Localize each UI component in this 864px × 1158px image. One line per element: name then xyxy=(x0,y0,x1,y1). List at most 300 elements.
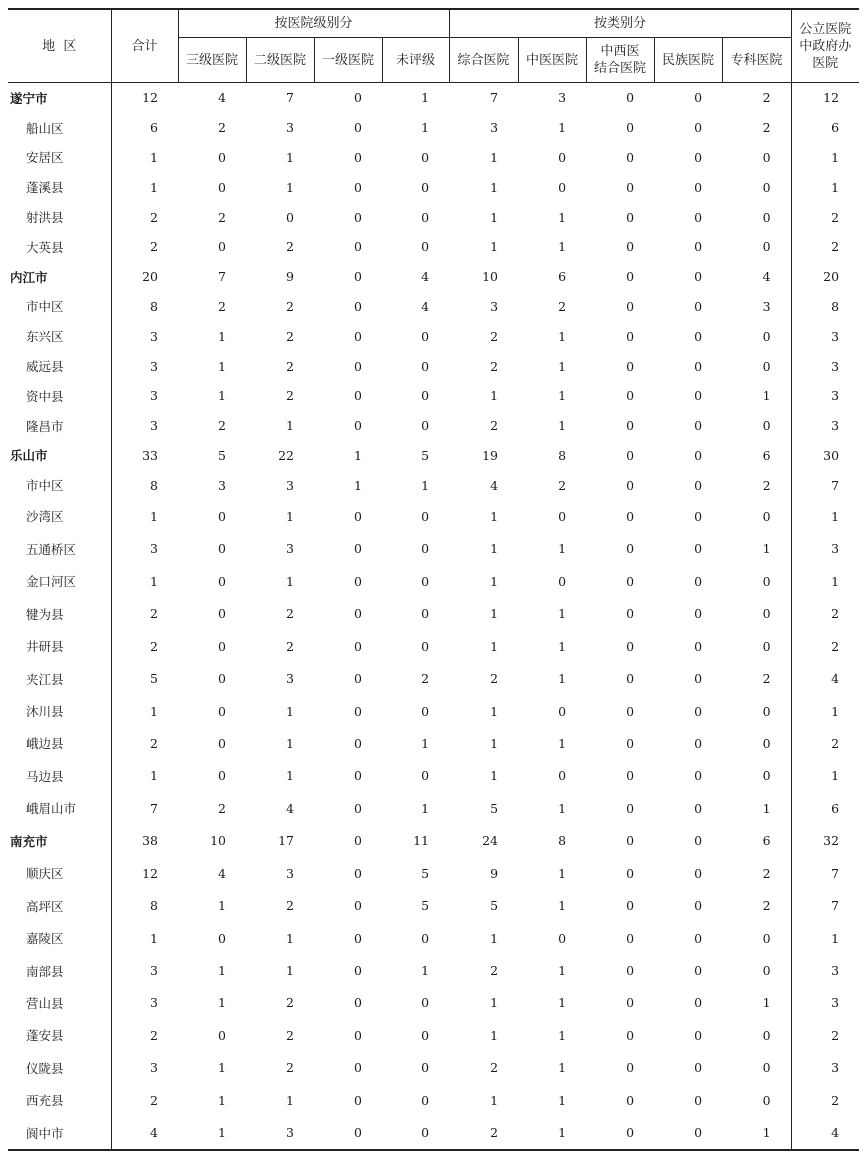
cell-value: 1 xyxy=(762,388,771,404)
by-type-group-header: 按类别分 xyxy=(449,9,791,38)
district-name: 威远县 xyxy=(26,359,64,375)
cell-value: 0 xyxy=(218,735,226,751)
cell-value: 3 xyxy=(111,381,178,411)
cell-value: 0 xyxy=(354,1125,362,1141)
cell-value: 4 xyxy=(421,298,430,314)
district-name: 资中县 xyxy=(26,388,64,404)
cell-value: 1 xyxy=(558,898,567,914)
cell-value: 1 xyxy=(286,768,294,784)
cell-value: 2 xyxy=(791,1019,859,1051)
cell-value: 0 xyxy=(286,209,294,225)
cell-value: 2 xyxy=(218,418,226,434)
cell-value: 1 xyxy=(490,768,499,784)
cell-value: 1 xyxy=(218,1092,226,1108)
cell-value: 2 xyxy=(286,358,294,374)
cell-value: 0 xyxy=(626,606,635,622)
cell-value: 0 xyxy=(626,149,635,165)
cell-value: 0 xyxy=(694,388,703,404)
cell-value: 0 xyxy=(218,638,226,654)
cell-value: 0 xyxy=(694,671,703,687)
cell-value: 33 xyxy=(111,441,178,471)
cell-value: 0 xyxy=(626,388,635,404)
cell-value: 2 xyxy=(762,477,771,493)
cell-value: 0 xyxy=(694,898,703,914)
cell-value: 0 xyxy=(218,768,226,784)
cell-value: 0 xyxy=(694,120,703,136)
hospital-statistics-table xyxy=(8,8,859,1151)
cell-value: 4 xyxy=(490,477,499,493)
table-row xyxy=(8,922,859,954)
cell-value: 1 xyxy=(421,800,430,816)
cell-value: 1 xyxy=(354,447,362,463)
cell-value: 2 xyxy=(791,630,859,662)
cell-value: 0 xyxy=(694,1092,703,1108)
cell-value: 0 xyxy=(762,768,771,784)
cell-value: 2 xyxy=(490,358,499,374)
cell-value: 0 xyxy=(354,298,362,314)
cell-value: 20 xyxy=(791,262,859,292)
cell-value: 4 xyxy=(791,1116,859,1149)
cell-value: 1 xyxy=(111,695,178,727)
cell-value: 5 xyxy=(421,865,430,881)
table-row xyxy=(8,760,859,792)
cell-value: 0 xyxy=(626,418,635,434)
cell-value: 0 xyxy=(354,179,362,195)
city-row xyxy=(8,441,859,471)
table-row xyxy=(8,695,859,727)
table-header xyxy=(8,9,859,83)
cell-value: 0 xyxy=(218,930,226,946)
cell-value: 0 xyxy=(626,298,635,314)
level-header-primary: 一级医院 xyxy=(314,38,382,83)
cell-value: 0 xyxy=(354,328,362,344)
cell-value: 0 xyxy=(626,508,635,524)
district-name: 西充县 xyxy=(26,1093,64,1109)
table-row xyxy=(8,1052,859,1084)
cell-value: 0 xyxy=(354,358,362,374)
cell-value: 1 xyxy=(490,930,499,946)
cell-value: 6 xyxy=(762,447,771,463)
district-name: 安居区 xyxy=(26,150,64,166)
cell-value: 1 xyxy=(286,1092,294,1108)
cell-value: 4 xyxy=(218,865,226,881)
cell-value: 0 xyxy=(354,833,362,849)
cell-value: 1 xyxy=(111,143,178,173)
cell-value: 0 xyxy=(626,239,635,255)
district-name: 金口河区 xyxy=(26,574,77,590)
cell-value: 0 xyxy=(421,768,430,784)
cell-value: 0 xyxy=(558,179,567,195)
cell-value: 1 xyxy=(791,922,859,954)
cell-value: 5 xyxy=(490,800,499,816)
cell-value: 2 xyxy=(286,1060,294,1076)
district-name: 沙湾区 xyxy=(26,509,64,525)
cell-value: 12 xyxy=(111,83,178,113)
cell-value: 0 xyxy=(354,1060,362,1076)
cell-value: 3 xyxy=(286,120,294,136)
cell-value: 3 xyxy=(791,987,859,1019)
cell-value: 2 xyxy=(762,120,771,136)
cell-value: 0 xyxy=(354,930,362,946)
city-name: 内江市 xyxy=(10,269,48,285)
cell-value: 3 xyxy=(111,351,178,381)
cell-value: 5 xyxy=(218,447,226,463)
district-name: 蓬溪县 xyxy=(26,180,64,196)
cell-value: 1 xyxy=(490,573,499,589)
table-row xyxy=(8,597,859,629)
city-row xyxy=(8,262,859,292)
cell-value: 32 xyxy=(791,825,859,857)
table-row xyxy=(8,411,859,441)
district-name: 市中区 xyxy=(26,299,64,315)
cell-value: 0 xyxy=(694,573,703,589)
cell-value: 0 xyxy=(762,930,771,946)
cell-value: 0 xyxy=(421,606,430,622)
district-name: 仪陇县 xyxy=(26,1060,64,1076)
cell-value: 1 xyxy=(421,735,430,751)
cell-value: 22 xyxy=(278,447,294,463)
cell-value: 1 xyxy=(791,760,859,792)
table-row xyxy=(8,143,859,173)
cell-value: 2 xyxy=(490,671,499,687)
cell-value: 8 xyxy=(558,447,567,463)
cell-value: 0 xyxy=(694,638,703,654)
cell-value: 19 xyxy=(482,447,499,463)
city-name: 遂宁市 xyxy=(10,90,48,106)
cell-value: 2 xyxy=(490,328,499,344)
cell-value: 0 xyxy=(354,209,362,225)
cell-value: 0 xyxy=(421,1092,430,1108)
cell-value: 0 xyxy=(762,179,771,195)
table-row xyxy=(8,113,859,143)
cell-value: 1 xyxy=(111,565,178,597)
cell-value: 0 xyxy=(558,508,567,524)
cell-value: 3 xyxy=(218,477,226,493)
cell-value: 1 xyxy=(286,703,294,719)
cell-value: 0 xyxy=(762,239,771,255)
cell-value: 0 xyxy=(421,239,430,255)
cell-value: 8 xyxy=(111,889,178,921)
cell-value: 3 xyxy=(791,411,859,441)
district-name: 沐川县 xyxy=(26,704,64,719)
cell-value: 0 xyxy=(354,508,362,524)
cell-value: 1 xyxy=(558,209,567,225)
table-row xyxy=(8,470,859,500)
cell-value: 1 xyxy=(762,1125,771,1141)
cell-value: 0 xyxy=(694,90,703,106)
cell-value: 0 xyxy=(421,179,430,195)
cell-value: 10 xyxy=(482,269,499,285)
cell-value: 0 xyxy=(354,800,362,816)
cell-value: 1 xyxy=(558,328,567,344)
cell-value: 2 xyxy=(286,298,294,314)
cell-value: 2 xyxy=(490,1060,499,1076)
cell-value: 1 xyxy=(421,963,430,978)
cell-value: 1 xyxy=(558,865,567,881)
table-body xyxy=(8,83,859,1150)
cell-value: 1 xyxy=(286,418,294,434)
cell-value: 1 xyxy=(558,541,567,557)
cell-value: 0 xyxy=(421,209,430,225)
cell-value: 7 xyxy=(791,889,859,921)
cell-value: 1 xyxy=(286,508,294,524)
cell-value: 0 xyxy=(694,768,703,784)
type-header-ethnic: 民族医院 xyxy=(654,38,722,83)
cell-value: 11 xyxy=(413,833,430,849)
cell-value: 7 xyxy=(791,470,859,500)
table-row xyxy=(8,321,859,351)
cell-value: 1 xyxy=(558,388,567,404)
cell-value: 0 xyxy=(558,703,567,719)
cell-value: 1 xyxy=(558,671,567,687)
cell-value: 1 xyxy=(762,995,771,1011)
cell-value: 2 xyxy=(111,630,178,662)
cell-value: 3 xyxy=(791,1052,859,1084)
cell-value: 1 xyxy=(490,638,499,654)
cell-value: 0 xyxy=(762,963,771,978)
district-name: 市中区 xyxy=(26,478,64,494)
cell-value: 2 xyxy=(421,671,430,687)
cell-value: 2 xyxy=(111,727,178,759)
cell-value: 9 xyxy=(490,865,499,881)
cell-value: 0 xyxy=(421,995,430,1011)
cell-value: 2 xyxy=(286,995,294,1011)
cell-value: 4 xyxy=(762,269,771,285)
cell-value: 3 xyxy=(791,351,859,381)
cell-value: 2 xyxy=(111,597,178,629)
cell-value: 0 xyxy=(354,995,362,1011)
cell-value: 0 xyxy=(694,477,703,493)
cell-value: 0 xyxy=(354,388,362,404)
public-hospital-header xyxy=(791,9,859,83)
cell-value: 0 xyxy=(558,149,567,165)
cell-value: 0 xyxy=(626,768,635,784)
cell-value: 2 xyxy=(218,209,226,225)
district-name: 井研县 xyxy=(26,639,64,655)
table-row xyxy=(8,630,859,662)
table-row xyxy=(8,202,859,232)
cell-value: 2 xyxy=(111,1084,178,1116)
cell-value: 1 xyxy=(490,606,499,622)
table-row xyxy=(8,500,859,532)
cell-value: 1 xyxy=(490,239,499,255)
district-name: 峨眉山市 xyxy=(26,801,77,817)
cell-value: 0 xyxy=(694,298,703,314)
cell-value: 7 xyxy=(791,857,859,889)
cell-value: 3 xyxy=(111,987,178,1019)
cell-value: 2 xyxy=(286,1027,294,1043)
cell-value: 8 xyxy=(111,470,178,500)
district-name: 峨边县 xyxy=(26,736,64,752)
cell-value: 0 xyxy=(626,179,635,195)
cell-value: 0 xyxy=(421,388,430,404)
cell-value: 0 xyxy=(218,508,226,524)
cell-value: 2 xyxy=(286,898,294,914)
cell-value: 0 xyxy=(354,541,362,557)
cell-value: 24 xyxy=(482,833,499,849)
cell-value: 0 xyxy=(421,149,430,165)
district-name: 五通桥区 xyxy=(26,541,77,557)
cell-value: 1 xyxy=(111,760,178,792)
cell-value: 3 xyxy=(762,298,771,314)
cell-value: 0 xyxy=(694,508,703,524)
table-row xyxy=(8,565,859,597)
cell-value: 0 xyxy=(218,149,226,165)
cell-value: 0 xyxy=(421,1027,430,1043)
cell-value: 2 xyxy=(286,638,294,654)
cell-value: 4 xyxy=(286,800,294,816)
cell-value: 1 xyxy=(558,120,567,136)
cell-value: 0 xyxy=(218,606,226,622)
district-name: 东兴区 xyxy=(26,329,64,345)
cell-value: 1 xyxy=(490,541,499,557)
cell-value: 1 xyxy=(490,209,499,225)
cell-value: 4 xyxy=(421,269,430,285)
cell-value: 2 xyxy=(791,202,859,232)
cell-value: 1 xyxy=(286,573,294,589)
cell-value: 0 xyxy=(354,898,362,914)
cell-value: 0 xyxy=(421,573,430,589)
type-header-tcm: 中医医院 xyxy=(518,38,586,83)
cell-value: 7 xyxy=(286,90,294,106)
type-header-general: 综合医院 xyxy=(449,38,518,83)
cell-value: 6 xyxy=(791,792,859,824)
cell-value: 0 xyxy=(354,149,362,165)
cell-value: 3 xyxy=(286,1125,294,1141)
cell-value: 2 xyxy=(218,120,226,136)
cell-value: 2 xyxy=(558,477,567,493)
cell-value: 1 xyxy=(218,1060,226,1076)
cell-value: 1 xyxy=(558,1027,567,1043)
cell-value: 0 xyxy=(694,735,703,751)
cell-value: 0 xyxy=(694,209,703,225)
cell-value: 1 xyxy=(218,1125,226,1141)
cell-value: 1 xyxy=(111,500,178,532)
cell-value: 0 xyxy=(762,358,771,374)
cell-value: 1 xyxy=(218,963,226,978)
cell-value: 8 xyxy=(558,833,567,849)
cell-value: 2 xyxy=(218,298,226,314)
cell-value: 1 xyxy=(558,418,567,434)
cell-value: 0 xyxy=(626,120,635,136)
cell-value: 1 xyxy=(558,735,567,751)
cell-value: 0 xyxy=(354,120,362,136)
table-row xyxy=(8,533,859,565)
cell-value: 0 xyxy=(626,477,635,493)
table-row xyxy=(8,232,859,262)
cell-value: 0 xyxy=(354,865,362,881)
cell-value: 20 xyxy=(111,262,178,292)
cell-value: 2 xyxy=(490,418,499,434)
cell-value: 0 xyxy=(558,573,567,589)
cell-value: 0 xyxy=(626,1027,635,1043)
cell-value: 0 xyxy=(626,90,635,106)
district-name: 蓬安县 xyxy=(26,1028,64,1044)
cell-value: 1 xyxy=(791,695,859,727)
public-header-line3: 医院 xyxy=(812,55,839,71)
cell-value: 5 xyxy=(421,447,430,463)
cell-value: 0 xyxy=(694,149,703,165)
cell-value: 1 xyxy=(218,358,226,374)
cell-value: 3 xyxy=(286,865,294,881)
cell-value: 0 xyxy=(694,833,703,849)
cell-value: 0 xyxy=(626,735,635,751)
cell-value: 0 xyxy=(626,800,635,816)
cell-value: 9 xyxy=(286,269,294,285)
city-name: 乐山市 xyxy=(10,448,48,464)
table-row xyxy=(8,1019,859,1051)
district-name: 阆中市 xyxy=(26,1125,64,1141)
table-row xyxy=(8,857,859,889)
cell-value: 3 xyxy=(791,321,859,351)
cell-value: 5 xyxy=(111,662,178,694)
type-header-integrated-line1: 中西医 xyxy=(600,44,640,59)
cell-value: 2 xyxy=(490,1125,499,1141)
cell-value: 5 xyxy=(490,898,499,914)
cell-value: 1 xyxy=(558,358,567,374)
cell-value: 0 xyxy=(626,358,635,374)
cell-value: 0 xyxy=(694,358,703,374)
cell-value: 0 xyxy=(762,638,771,654)
table-row xyxy=(8,662,859,694)
public-header-line2: 中政府办 xyxy=(799,38,852,54)
city-row xyxy=(8,83,859,113)
cell-value: 1 xyxy=(490,388,499,404)
type-header-integrated-line2: 结合医院 xyxy=(594,61,647,76)
cell-value: 0 xyxy=(354,671,362,687)
cell-value: 0 xyxy=(694,963,703,978)
cell-value: 0 xyxy=(218,671,226,687)
cell-value: 0 xyxy=(354,1027,362,1043)
cell-value: 0 xyxy=(354,1092,362,1108)
cell-value: 0 xyxy=(626,1092,635,1108)
cell-value: 0 xyxy=(762,573,771,589)
cell-value: 0 xyxy=(558,930,567,946)
cell-value: 0 xyxy=(421,418,430,434)
cell-value: 0 xyxy=(626,898,635,914)
cell-value: 0 xyxy=(694,703,703,719)
cell-value: 1 xyxy=(558,638,567,654)
cell-value: 3 xyxy=(111,411,178,441)
cell-value: 0 xyxy=(694,328,703,344)
level-header-secondary: 二级医院 xyxy=(246,38,314,83)
cell-value: 1 xyxy=(421,477,430,493)
district-name: 南部县 xyxy=(26,963,64,979)
cell-value: 2 xyxy=(791,232,859,262)
cell-value: 2 xyxy=(218,800,226,816)
cell-value: 0 xyxy=(762,418,771,434)
cell-value: 1 xyxy=(490,1092,499,1108)
cell-value: 17 xyxy=(278,833,294,849)
cell-value: 7 xyxy=(218,269,226,285)
cell-value: 1 xyxy=(490,149,499,165)
cell-value: 6 xyxy=(111,113,178,143)
cell-value: 3 xyxy=(111,1052,178,1084)
cell-value: 2 xyxy=(762,90,771,106)
cell-value: 0 xyxy=(694,1125,703,1141)
cell-value: 0 xyxy=(421,541,430,557)
cell-value: 0 xyxy=(218,239,226,255)
cell-value: 1 xyxy=(218,995,226,1011)
city-name: 南充市 xyxy=(10,833,48,849)
district-name: 营山县 xyxy=(26,995,64,1011)
cell-value: 0 xyxy=(354,768,362,784)
cell-value: 1 xyxy=(558,1060,567,1076)
region-header: 地 区 xyxy=(42,38,77,54)
cell-value: 0 xyxy=(694,239,703,255)
cell-value: 0 xyxy=(626,833,635,849)
cell-value: 1 xyxy=(490,1027,499,1043)
